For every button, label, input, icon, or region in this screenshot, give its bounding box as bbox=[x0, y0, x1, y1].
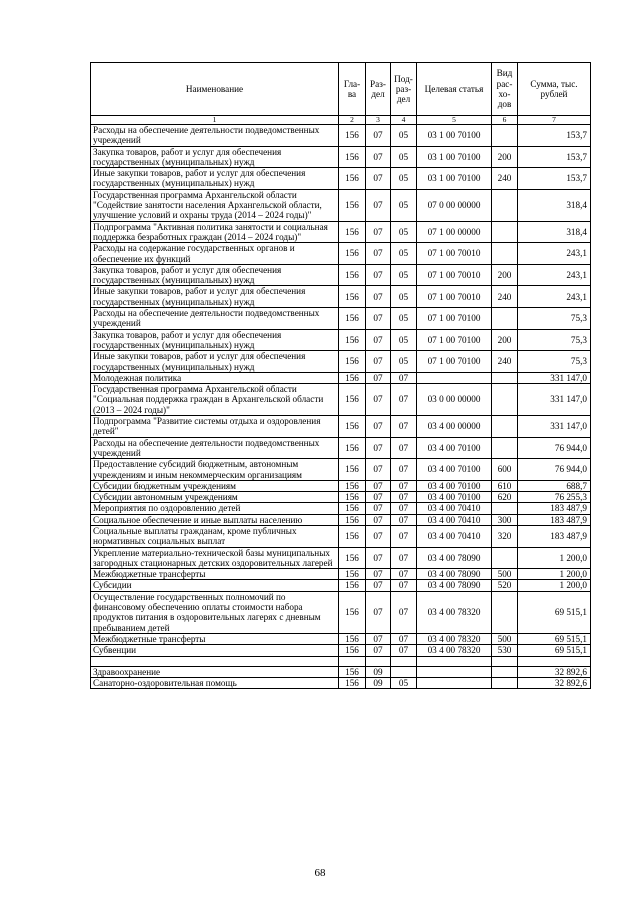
row-target-article: 03 4 00 00000 bbox=[417, 416, 492, 438]
table-row bbox=[91, 503, 591, 514]
row-expense-type: 240 bbox=[492, 351, 518, 373]
row-target-article bbox=[417, 666, 492, 677]
row-expense-type: 200 bbox=[492, 264, 518, 286]
row-section: 07 bbox=[366, 645, 391, 656]
row-section: 07 bbox=[366, 569, 391, 580]
row-subsection bbox=[391, 666, 417, 677]
row-section: 07 bbox=[366, 189, 391, 221]
row-chapter: 156 bbox=[339, 125, 366, 147]
column-number: 7 bbox=[518, 116, 591, 125]
row-name: Межбюджетные трансферты bbox=[91, 633, 339, 644]
row-subsection: 07 bbox=[391, 372, 417, 383]
row-name: Иные закупки товаров, работ и услуг для обеспечения государственных (муниципальных) нужд bbox=[91, 351, 339, 373]
row-section: 07 bbox=[366, 286, 391, 308]
row-subsection: 07 bbox=[391, 580, 417, 591]
row-subsection: 05 bbox=[391, 351, 417, 373]
row-section: 07 bbox=[366, 633, 391, 644]
table-row bbox=[91, 189, 591, 221]
row-expense-type bbox=[492, 666, 518, 677]
row-subsection: 05 bbox=[391, 243, 417, 265]
row-subsection: 07 bbox=[391, 480, 417, 491]
row-target-article: 07 1 00 70010 bbox=[417, 264, 492, 286]
row-target-article: 03 4 00 78090 bbox=[417, 569, 492, 580]
row-subsection: 07 bbox=[391, 525, 417, 547]
row-chapter: 156 bbox=[339, 633, 366, 644]
row-chapter: 156 bbox=[339, 286, 366, 308]
table-row bbox=[91, 264, 591, 286]
row-expense-type bbox=[492, 677, 518, 688]
row-expense-type: 530 bbox=[492, 645, 518, 656]
row-chapter: 156 bbox=[339, 384, 366, 416]
row-expense-type: 240 bbox=[492, 168, 518, 190]
table-row bbox=[91, 351, 591, 373]
row-expense-type bbox=[492, 547, 518, 569]
row-chapter: 156 bbox=[339, 168, 366, 190]
row-amount: 1 200,0 bbox=[518, 547, 591, 569]
table-row bbox=[91, 243, 591, 265]
row-section: 07 bbox=[366, 168, 391, 190]
row-expense-type bbox=[492, 125, 518, 147]
table-row bbox=[91, 547, 591, 569]
row-target-article: 03 1 00 70100 bbox=[417, 146, 492, 168]
row-target-article: 07 1 00 00000 bbox=[417, 221, 492, 243]
row-section: 07 bbox=[366, 416, 391, 438]
column-number: 6 bbox=[492, 116, 518, 125]
row-subsection: 05 bbox=[391, 286, 417, 308]
table-row bbox=[91, 677, 591, 688]
column-numbers-row bbox=[91, 116, 591, 125]
row-name: Государственная программа Архангельской области "Содействие занятости населения Архангельской области, улучшение условий и охраны труда (2014 – 2024 годы)" bbox=[91, 189, 339, 221]
row-section: 07 bbox=[366, 591, 391, 633]
row-amount bbox=[518, 656, 591, 666]
row-amount: 331 147,0 bbox=[518, 416, 591, 438]
table-row bbox=[91, 168, 591, 190]
row-amount: 75,3 bbox=[518, 308, 591, 330]
row-amount: 76 255,3 bbox=[518, 492, 591, 503]
row-target-article: 03 4 00 78320 bbox=[417, 633, 492, 644]
row-name: Субсидии автономным учреждениям bbox=[91, 492, 339, 503]
row-target-article: 03 4 00 70100 bbox=[417, 480, 492, 491]
row-chapter: 156 bbox=[339, 146, 366, 168]
row-section: 07 bbox=[366, 308, 391, 330]
row-target-article: 03 4 00 78090 bbox=[417, 580, 492, 591]
row-expense-type: 320 bbox=[492, 525, 518, 547]
row-chapter: 156 bbox=[339, 677, 366, 688]
row-subsection: 07 bbox=[391, 437, 417, 459]
row-expense-type: 500 bbox=[492, 569, 518, 580]
table-row bbox=[91, 372, 591, 383]
row-section: 07 bbox=[366, 329, 391, 351]
row-target-article: 03 4 00 70410 bbox=[417, 514, 492, 525]
row-name: Укрепление материально-технической базы муниципальных загородных стационарных детских оздоровительных лагерей bbox=[91, 547, 339, 569]
table-body bbox=[91, 125, 591, 689]
row-expense-type bbox=[492, 189, 518, 221]
row-subsection: 05 bbox=[391, 308, 417, 330]
row-amount: 69 515,1 bbox=[518, 633, 591, 644]
header-name: Наименование bbox=[91, 63, 339, 116]
row-section: 07 bbox=[366, 480, 391, 491]
row-amount: 183 487,9 bbox=[518, 503, 591, 514]
row-chapter: 156 bbox=[339, 264, 366, 286]
row-section: 07 bbox=[366, 125, 391, 147]
row-subsection: 05 bbox=[391, 125, 417, 147]
row-target-article: 07 1 00 70100 bbox=[417, 329, 492, 351]
row-name: Подпрограмма "Развитие системы отдыха и оздоровления детей" bbox=[91, 416, 339, 438]
row-amount: 75,3 bbox=[518, 351, 591, 373]
header-chapter: Гла-ва bbox=[339, 63, 366, 116]
row-amount: 153,7 bbox=[518, 125, 591, 147]
row-subsection: 05 bbox=[391, 329, 417, 351]
row-target-article: 03 1 00 70100 bbox=[417, 168, 492, 190]
row-chapter: 156 bbox=[339, 351, 366, 373]
row-name: Осуществление государственных полномочий по финансовому обеспечению оплаты стоимости набора продуктов питания в оздоровительных лагерях с дневным пребыванием детей bbox=[91, 591, 339, 633]
row-section: 09 bbox=[366, 666, 391, 677]
row-target-article: 03 4 00 70410 bbox=[417, 503, 492, 514]
row-subsection: 07 bbox=[391, 591, 417, 633]
row-name: Иные закупки товаров, работ и услуг для обеспечения государственных (муниципальных) нужд bbox=[91, 168, 339, 190]
header-subsection: Под-раз-дел bbox=[391, 63, 417, 116]
row-target-article: 03 4 00 70410 bbox=[417, 525, 492, 547]
row-expense-type bbox=[492, 591, 518, 633]
row-subsection: 07 bbox=[391, 459, 417, 481]
table-row bbox=[91, 221, 591, 243]
table-row bbox=[91, 384, 591, 416]
row-name: Расходы на обеспечение деятельности подведомственных учреждений bbox=[91, 308, 339, 330]
row-chapter: 156 bbox=[339, 503, 366, 514]
row-expense-type bbox=[492, 416, 518, 438]
row-expense-type: 300 bbox=[492, 514, 518, 525]
row-amount: 688,7 bbox=[518, 480, 591, 491]
row-target-article: 07 1 00 70100 bbox=[417, 308, 492, 330]
row-expense-type bbox=[492, 503, 518, 514]
row-target-article: 07 1 00 70010 bbox=[417, 286, 492, 308]
row-chapter: 156 bbox=[339, 591, 366, 633]
row-chapter bbox=[339, 656, 366, 666]
row-name: Закупка товаров, работ и услуг для обеспечения государственных (муниципальных) нужд bbox=[91, 264, 339, 286]
row-target-article: 03 4 00 70100 bbox=[417, 492, 492, 503]
row-section: 07 bbox=[366, 580, 391, 591]
row-subsection: 05 bbox=[391, 677, 417, 688]
row-expense-type: 500 bbox=[492, 633, 518, 644]
row-amount: 76 944,0 bbox=[518, 459, 591, 481]
row-chapter: 156 bbox=[339, 459, 366, 481]
row-subsection: 05 bbox=[391, 168, 417, 190]
row-name: Закупка товаров, работ и услуг для обеспечения государственных (муниципальных) нужд bbox=[91, 146, 339, 168]
row-subsection: 07 bbox=[391, 492, 417, 503]
row-chapter: 156 bbox=[339, 416, 366, 438]
row-chapter: 156 bbox=[339, 547, 366, 569]
row-section: 07 bbox=[366, 146, 391, 168]
row-amount: 69 515,1 bbox=[518, 645, 591, 656]
row-expense-type: 240 bbox=[492, 286, 518, 308]
row-section: 07 bbox=[366, 492, 391, 503]
table-row bbox=[91, 146, 591, 168]
row-amount: 69 515,1 bbox=[518, 591, 591, 633]
table-row bbox=[91, 125, 591, 147]
row-subsection: 07 bbox=[391, 416, 417, 438]
row-amount: 318,4 bbox=[518, 189, 591, 221]
row-subsection: 07 bbox=[391, 384, 417, 416]
row-subsection: 05 bbox=[391, 264, 417, 286]
table-row bbox=[91, 514, 591, 525]
row-expense-type: 200 bbox=[492, 329, 518, 351]
row-amount: 32 892,6 bbox=[518, 677, 591, 688]
row-name: Субсидии bbox=[91, 580, 339, 591]
row-chapter: 156 bbox=[339, 666, 366, 677]
table-row bbox=[91, 591, 591, 633]
row-name: Межбюджетные трансферты bbox=[91, 569, 339, 580]
row-section: 07 bbox=[366, 221, 391, 243]
row-target-article: 03 4 00 70100 bbox=[417, 437, 492, 459]
row-section: 07 bbox=[366, 372, 391, 383]
row-target-article: 03 4 00 78320 bbox=[417, 591, 492, 633]
row-target-article bbox=[417, 372, 492, 383]
row-section: 07 bbox=[366, 437, 391, 459]
row-amount: 153,7 bbox=[518, 146, 591, 168]
row-target-article: 07 0 00 00000 bbox=[417, 189, 492, 221]
column-number: 5 bbox=[417, 116, 492, 125]
row-section: 07 bbox=[366, 514, 391, 525]
table-row bbox=[91, 329, 591, 351]
row-target-article bbox=[417, 656, 492, 666]
row-chapter: 156 bbox=[339, 189, 366, 221]
row-expense-type bbox=[492, 243, 518, 265]
header-amount: Сумма, тыс. рублей bbox=[518, 63, 591, 116]
row-amount: 76 944,0 bbox=[518, 437, 591, 459]
table-row bbox=[91, 666, 591, 677]
row-amount: 1 200,0 bbox=[518, 580, 591, 591]
row-subsection: 05 bbox=[391, 189, 417, 221]
row-amount: 243,1 bbox=[518, 243, 591, 265]
row-chapter: 156 bbox=[339, 372, 366, 383]
row-chapter: 156 bbox=[339, 308, 366, 330]
row-target-article: 03 0 00 00000 bbox=[417, 384, 492, 416]
row-name: Закупка товаров, работ и услуг для обеспечения государственных (муниципальных) нужд bbox=[91, 329, 339, 351]
row-expense-type: 520 bbox=[492, 580, 518, 591]
row-section: 07 bbox=[366, 525, 391, 547]
row-target-article: 03 1 00 70100 bbox=[417, 125, 492, 147]
row-expense-type: 600 bbox=[492, 459, 518, 481]
row-chapter: 156 bbox=[339, 514, 366, 525]
row-chapter: 156 bbox=[339, 243, 366, 265]
row-name: Здравоохранение bbox=[91, 666, 339, 677]
row-section: 07 bbox=[366, 351, 391, 373]
row-amount: 32 892,6 bbox=[518, 666, 591, 677]
table-header-row bbox=[91, 63, 591, 116]
row-name: Государственная программа Архангельской области "Социальная поддержка граждан в Архангельской области (2013 – 2024 годы)" bbox=[91, 384, 339, 416]
row-subsection: 05 bbox=[391, 146, 417, 168]
row-chapter: 156 bbox=[339, 525, 366, 547]
row-name: Субсидии бюджетным учреждениям bbox=[91, 480, 339, 491]
column-number: 3 bbox=[366, 116, 391, 125]
row-section: 07 bbox=[366, 384, 391, 416]
row-section: 07 bbox=[366, 264, 391, 286]
row-expense-type: 200 bbox=[492, 146, 518, 168]
row-chapter: 156 bbox=[339, 329, 366, 351]
row-section: 07 bbox=[366, 459, 391, 481]
row-subsection: 07 bbox=[391, 514, 417, 525]
row-subsection: 07 bbox=[391, 569, 417, 580]
table-row bbox=[91, 308, 591, 330]
table-row bbox=[91, 480, 591, 491]
row-name: Иные закупки товаров, работ и услуг для обеспечения государственных (муниципальных) нужд bbox=[91, 286, 339, 308]
row-section: 09 bbox=[366, 677, 391, 688]
row-amount: 1 200,0 bbox=[518, 569, 591, 580]
row-chapter: 156 bbox=[339, 569, 366, 580]
row-subsection: 07 bbox=[391, 503, 417, 514]
row-target-article bbox=[417, 677, 492, 688]
row-amount: 183 487,9 bbox=[518, 514, 591, 525]
table-row bbox=[91, 492, 591, 503]
row-name: Расходы на обеспечение деятельности подведомственных учреждений bbox=[91, 125, 339, 147]
row-subsection: 07 bbox=[391, 547, 417, 569]
row-name: Предоставление субсидий бюджетным, автономным учреждениям и иным некоммерческим организациям bbox=[91, 459, 339, 481]
row-amount: 331 147,0 bbox=[518, 372, 591, 383]
row-amount: 331 147,0 bbox=[518, 384, 591, 416]
row-subsection bbox=[391, 656, 417, 666]
row-amount: 243,1 bbox=[518, 286, 591, 308]
header-target-article: Целевая статья bbox=[417, 63, 492, 116]
row-chapter: 156 bbox=[339, 480, 366, 491]
row-subsection: 07 bbox=[391, 633, 417, 644]
table-row bbox=[91, 580, 591, 591]
table-row bbox=[91, 459, 591, 481]
table-row bbox=[91, 656, 591, 666]
row-chapter: 156 bbox=[339, 221, 366, 243]
row-name: Расходы на обеспечение деятельности подведомственных учреждений bbox=[91, 437, 339, 459]
row-name: Подпрограмма "Активная политика занятости и социальная поддержка безработных граждан (2014 – 2024 годы)" bbox=[91, 221, 339, 243]
table-row bbox=[91, 569, 591, 580]
row-name: Санаторно-оздоровительная помощь bbox=[91, 677, 339, 688]
column-number: 2 bbox=[339, 116, 366, 125]
row-name: Социальные выплаты гражданам, кроме публичных нормативных социальных выплат bbox=[91, 525, 339, 547]
header-expense-type: Вид рас-хо-дов bbox=[492, 63, 518, 116]
row-expense-type bbox=[492, 656, 518, 666]
row-name: Расходы на содержание государственных органов и обеспечение их функций bbox=[91, 243, 339, 265]
table-row bbox=[91, 286, 591, 308]
row-expense-type bbox=[492, 437, 518, 459]
row-section bbox=[366, 656, 391, 666]
row-subsection: 07 bbox=[391, 645, 417, 656]
table-row bbox=[91, 416, 591, 438]
row-name bbox=[91, 656, 339, 666]
row-amount: 75,3 bbox=[518, 329, 591, 351]
budget-table bbox=[90, 62, 591, 689]
table-row bbox=[91, 645, 591, 656]
column-number: 1 bbox=[91, 116, 339, 125]
row-name: Молодежная политика bbox=[91, 372, 339, 383]
row-chapter: 156 bbox=[339, 645, 366, 656]
row-name: Субвенции bbox=[91, 645, 339, 656]
row-expense-type bbox=[492, 372, 518, 383]
row-expense-type bbox=[492, 384, 518, 416]
row-target-article: 03 4 00 78320 bbox=[417, 645, 492, 656]
row-section: 07 bbox=[366, 503, 391, 514]
row-chapter: 156 bbox=[339, 580, 366, 591]
table-row bbox=[91, 633, 591, 644]
row-name: Мероприятия по оздоровлению детей bbox=[91, 503, 339, 514]
row-section: 07 bbox=[366, 243, 391, 265]
row-subsection: 05 bbox=[391, 221, 417, 243]
table-row bbox=[91, 437, 591, 459]
row-target-article: 03 4 00 70100 bbox=[417, 459, 492, 481]
row-expense-type: 610 bbox=[492, 480, 518, 491]
row-section: 07 bbox=[366, 547, 391, 569]
budget-table-container bbox=[90, 62, 590, 689]
row-target-article: 07 1 00 70010 bbox=[417, 243, 492, 265]
row-name: Социальное обеспечение и иные выплаты населению bbox=[91, 514, 339, 525]
row-target-article: 07 1 00 70100 bbox=[417, 351, 492, 373]
row-expense-type bbox=[492, 221, 518, 243]
row-expense-type bbox=[492, 308, 518, 330]
header-section: Раз-дел bbox=[366, 63, 391, 116]
column-number: 4 bbox=[391, 116, 417, 125]
row-amount: 153,7 bbox=[518, 168, 591, 190]
table-row bbox=[91, 525, 591, 547]
row-target-article: 03 4 00 78090 bbox=[417, 547, 492, 569]
row-amount: 183 487,9 bbox=[518, 525, 591, 547]
page-number: 68 bbox=[314, 867, 326, 879]
row-chapter: 156 bbox=[339, 437, 366, 459]
row-chapter: 156 bbox=[339, 492, 366, 503]
row-amount: 243,1 bbox=[518, 264, 591, 286]
row-expense-type: 620 bbox=[492, 492, 518, 503]
row-amount: 318,4 bbox=[518, 221, 591, 243]
